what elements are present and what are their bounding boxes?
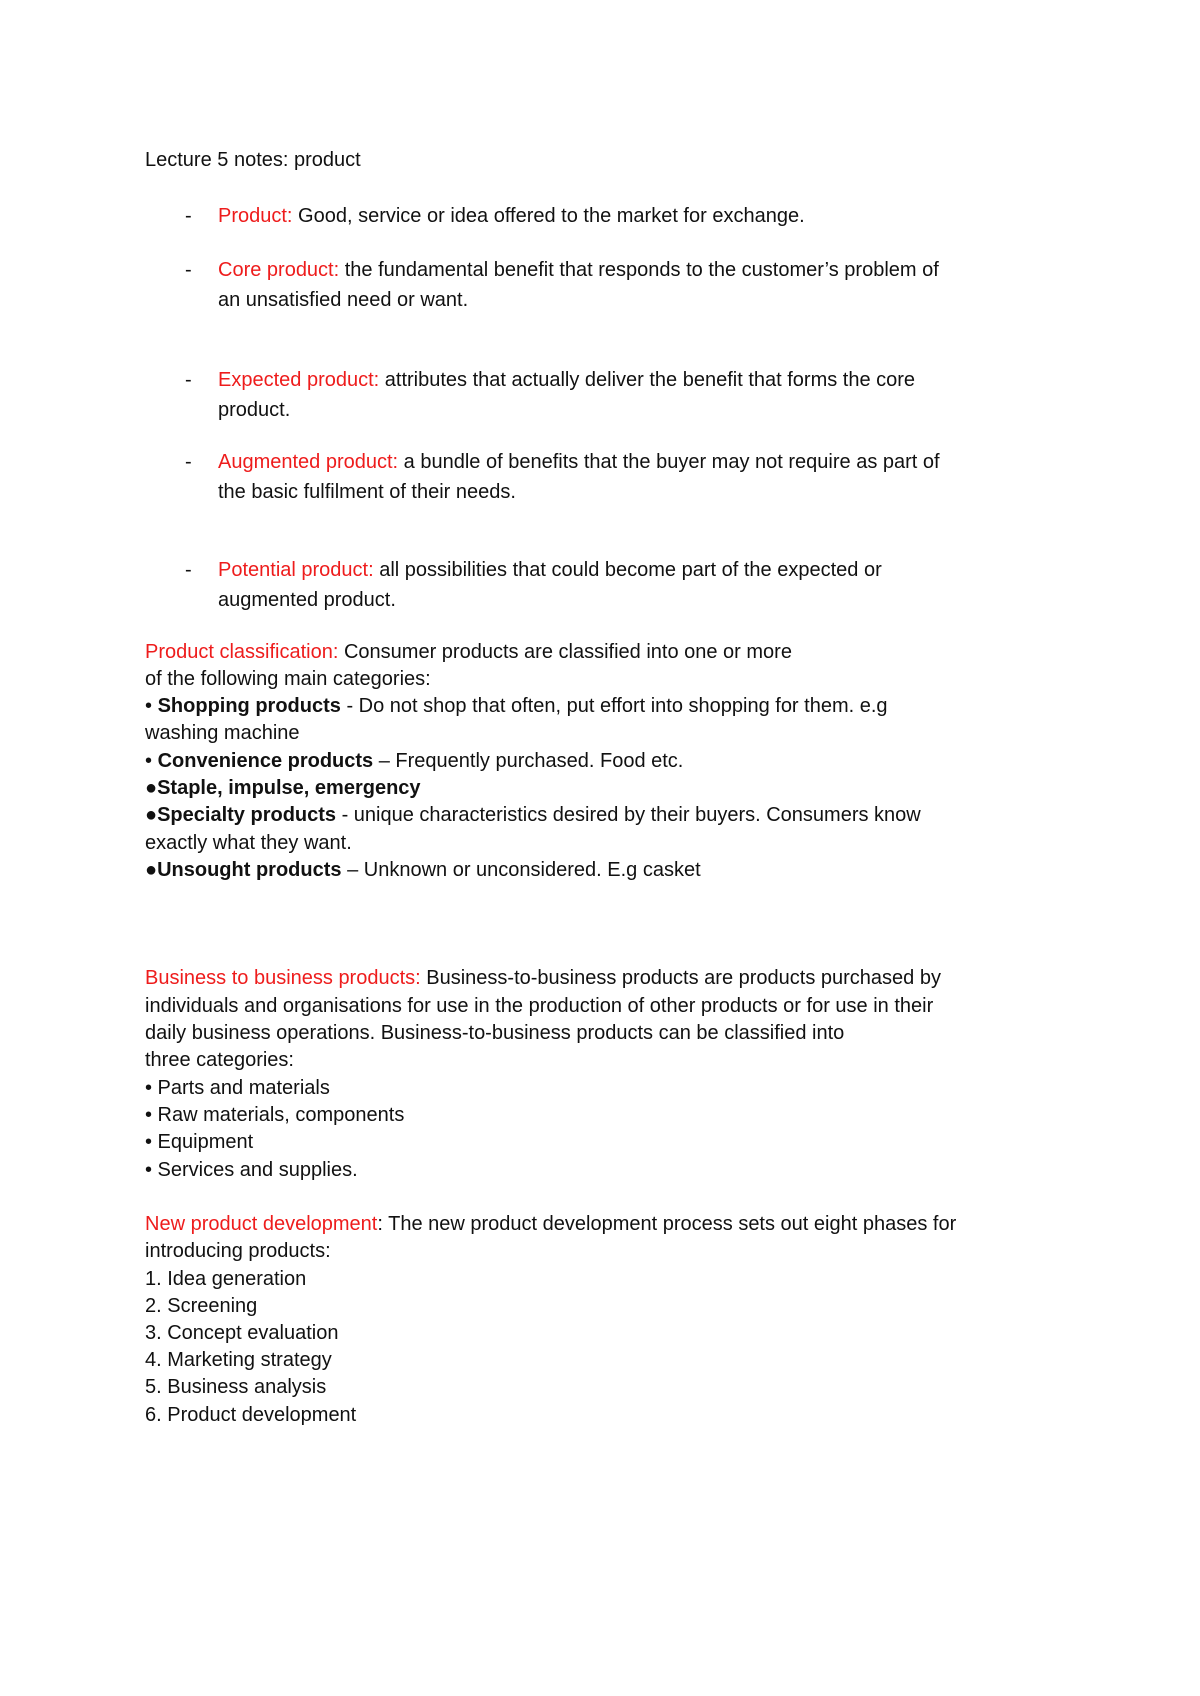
definition-term: Augmented product:: [218, 451, 399, 473]
definition-text: the fundamental benefit that responds to the customer’s problem of: [339, 259, 939, 281]
dash-marker: -: [185, 369, 192, 391]
classification-heading-line: [145, 638, 792, 668]
npd-colon: :: [377, 1213, 383, 1235]
definition-text: Good, service or idea offered to the market for exchange.: [292, 205, 805, 227]
bullet-icon: •: [145, 750, 153, 772]
category-desc-cont: washing machine: [145, 722, 300, 744]
classification-item-staple: [145, 774, 421, 804]
definition-term: Expected product:: [218, 369, 380, 391]
category-name: Shopping products: [157, 695, 341, 717]
b2b-item: • Equipment: [145, 1131, 254, 1153]
b2b-text-cont: daily business operations. Business-to-business products can be classified into: [145, 1022, 845, 1044]
definition-term: Core product:: [218, 259, 340, 281]
category-desc: – Frequently purchased. Food etc.: [373, 750, 684, 772]
category-name: Staple, impulse, emergency: [157, 777, 421, 799]
b2b-text: Business-to-business products are products purchased by: [420, 967, 941, 989]
definition-text-cont: the basic fulfilment of their needs.: [218, 480, 516, 503]
definition-term: Product:: [218, 205, 293, 227]
npd-step: 4. Marketing strategy: [145, 1349, 332, 1371]
category-name: Unsought products: [157, 859, 342, 881]
bullet-icon: ●: [145, 859, 158, 881]
classification-item-convenience: [145, 747, 683, 777]
npd-text: The new product development process sets out eight phases for: [382, 1213, 957, 1235]
npd-step: 3. Concept evaluation: [145, 1322, 339, 1344]
dash-marker: -: [185, 259, 192, 281]
category-desc-cont: exactly what they want.: [145, 832, 352, 854]
classification-item-shopping: [145, 692, 888, 722]
dash-marker: -: [185, 205, 192, 227]
bullet-icon: •: [145, 695, 153, 717]
definition-term: Potential product:: [218, 559, 374, 581]
classification-text-cont: of the following main categories:: [145, 668, 431, 690]
npd-step: 6. Product development: [145, 1404, 357, 1426]
category-name: Specialty products: [157, 804, 337, 826]
bullet-icon: ●: [145, 804, 158, 826]
b2b-item: • Services and supplies.: [145, 1159, 358, 1181]
b2b-text-cont: individuals and organisations for use in the production of other products or for use in their: [145, 995, 934, 1017]
dash-marker: -: [185, 559, 192, 581]
classification-term: Product classification:: [145, 641, 339, 663]
category-desc: - Do not shop that often, put effort into shopping for them. e.g: [340, 695, 888, 717]
npd-step: 1. Idea generation: [145, 1268, 307, 1290]
dash-marker: -: [185, 451, 192, 473]
npd-heading-line: [145, 1210, 956, 1240]
definition-text-cont: an unsatisfied need or want.: [218, 288, 469, 311]
category-desc: - unique characteristics desired by their buyers. Consumers know: [336, 804, 921, 826]
b2b-item: • Raw materials, components: [145, 1104, 405, 1126]
category-desc: – Unknown or unconsidered. E.g casket: [341, 859, 701, 881]
definition-text: attributes that actually deliver the benefit that forms the core: [379, 369, 916, 391]
b2b-item: • Parts and materials: [145, 1077, 330, 1099]
classification-item-unsought: [145, 856, 701, 886]
npd-step: 5. Business analysis: [145, 1376, 327, 1398]
npd-text-cont: introducing products:: [145, 1240, 331, 1262]
b2b-heading-line: [145, 964, 941, 994]
b2b-term: Business to business products:: [145, 967, 421, 989]
npd-term: New product development: [145, 1213, 378, 1235]
definition-text-cont: augmented product.: [218, 588, 396, 611]
definition-text-cont: product.: [218, 398, 291, 421]
category-name: Convenience products: [157, 750, 374, 772]
classification-text: Consumer products are classified into one or more: [338, 641, 792, 663]
page-title: Lecture 5 notes: product: [145, 149, 361, 171]
npd-step: 2. Screening: [145, 1295, 258, 1317]
definition-text: a bundle of benefits that the buyer may not require as part of: [398, 451, 940, 473]
definition-text: all possibilities that could become part of the expected or: [373, 559, 882, 581]
b2b-text-cont: three categories:: [145, 1049, 294, 1071]
classification-item-specialty: [145, 801, 921, 831]
bullet-icon: ●: [145, 777, 158, 799]
